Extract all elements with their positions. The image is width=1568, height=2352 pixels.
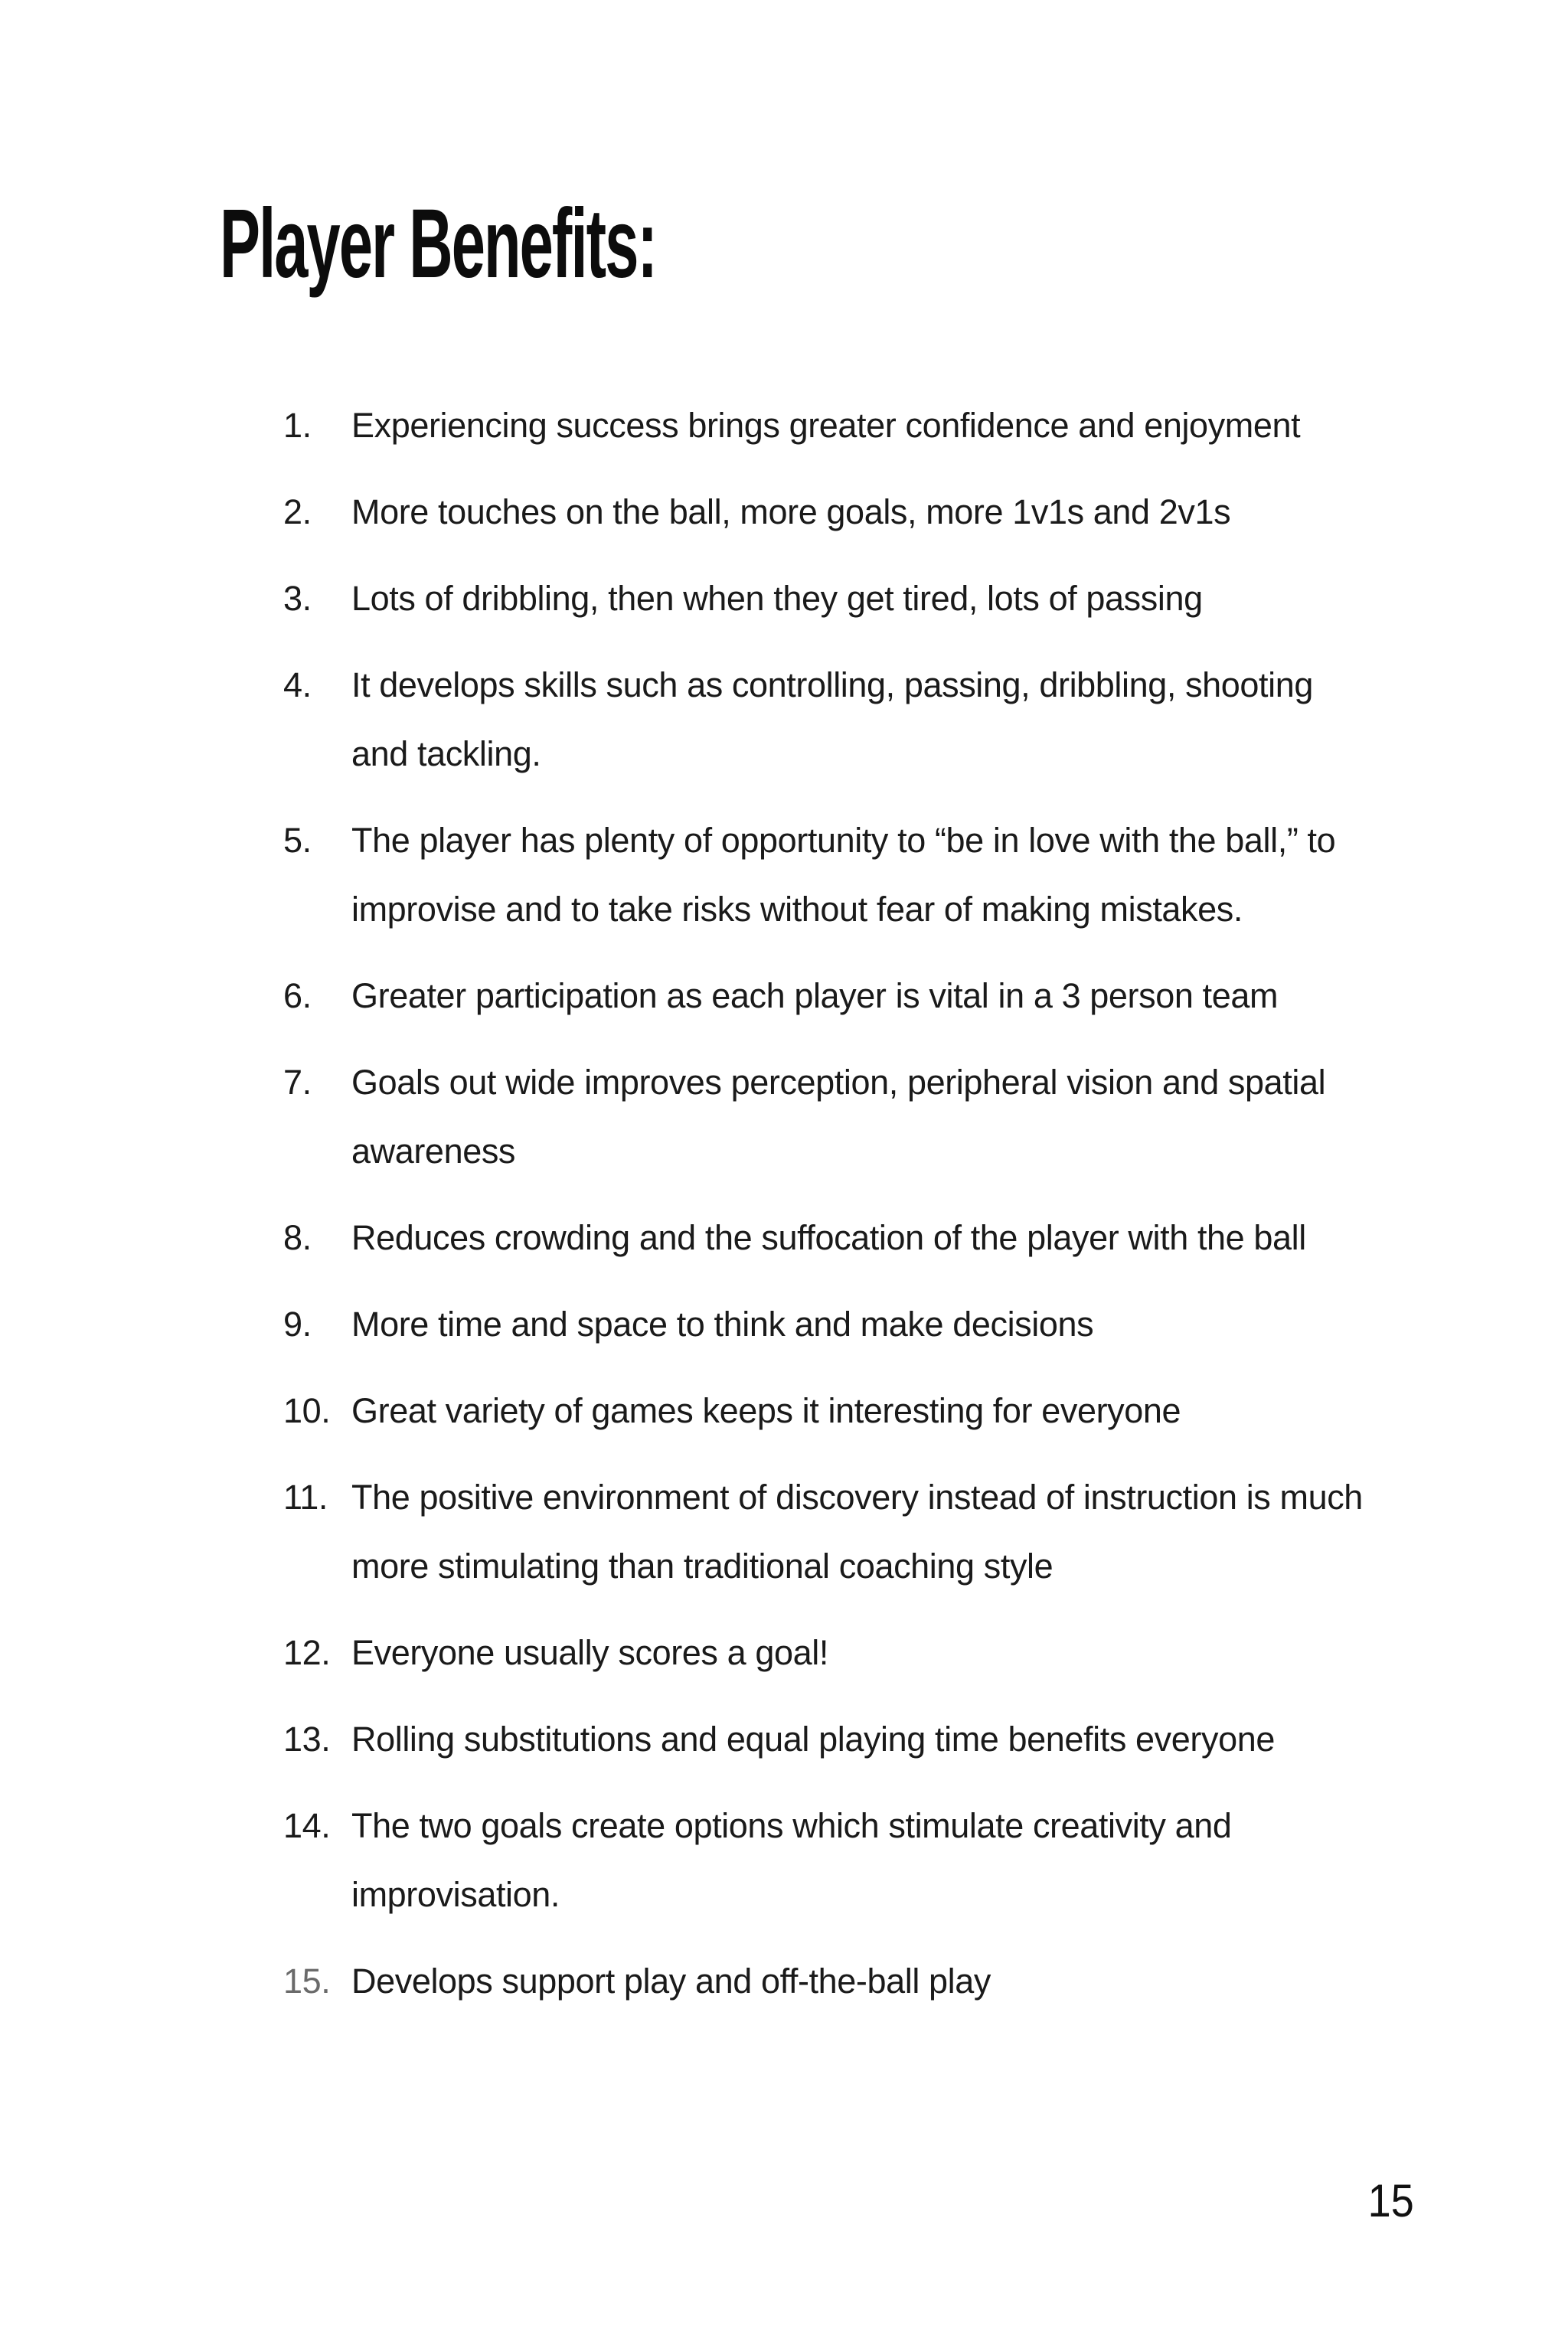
benefit-number: 3. — [283, 579, 312, 618]
benefit-text: The two goals create options which stimulate creativity and improvisation. — [351, 1806, 1232, 1914]
benefit-item — [283, 962, 1370, 1031]
benefit-item — [283, 478, 1370, 547]
benefit-item — [283, 1048, 1370, 1186]
benefit-text: Rolling substitutions and equal playing time benefits everyone — [351, 1720, 1275, 1759]
benefit-text: More touches on the ball, more goals, more 1v1s and 2v1s — [351, 492, 1231, 531]
benefit-number: 7. — [283, 1063, 312, 1102]
benefit-number: 14. — [283, 1806, 331, 1845]
benefit-number: 1. — [283, 406, 312, 445]
benefit-item — [283, 1947, 1370, 2016]
benefit-number: 5. — [283, 821, 312, 860]
benefit-text: Great variety of games keeps it interesting for everyone — [351, 1391, 1181, 1430]
benefit-text: Lots of dribbling, then when they get tired, lots of passing — [351, 579, 1203, 618]
benefit-item — [283, 651, 1370, 789]
benefit-item — [283, 806, 1370, 944]
benefit-text: More time and space to think and make decisions — [351, 1305, 1094, 1344]
benefit-text: Develops support play and off-the-ball play — [351, 1962, 991, 2001]
page-title: Player Benefits: — [220, 189, 657, 299]
benefit-text: Experiencing success brings greater confidence and enjoyment — [351, 406, 1301, 445]
benefit-number: 2. — [283, 492, 312, 531]
benefit-number: 10. — [283, 1391, 331, 1430]
benefit-text: Everyone usually scores a goal! — [351, 1633, 828, 1672]
benefit-text: Greater participation as each player is vital in a 3 person team — [351, 976, 1279, 1015]
benefit-number: 9. — [283, 1305, 312, 1344]
benefits-list — [283, 391, 1370, 2034]
benefit-number: 11. — [283, 1478, 328, 1517]
benefit-item — [283, 1619, 1370, 1687]
benefit-number: 13. — [283, 1720, 331, 1759]
benefit-text: It develops skills such as controlling, passing, dribbling, shooting and tackling. — [351, 665, 1314, 773]
page-number: 15 — [1367, 2175, 1414, 2226]
benefit-item — [283, 391, 1370, 460]
benefit-number: 15. — [283, 1962, 331, 2001]
benefit-text: The player has plenty of opportunity to “be in love with the ball,” to improvise and to take risks without fear of making mistakes. — [351, 821, 1336, 929]
benefit-item — [283, 1792, 1370, 1929]
benefit-item — [283, 1463, 1370, 1601]
benefit-item — [283, 1290, 1370, 1359]
benefit-item — [283, 1705, 1370, 1774]
benefit-number: 4. — [283, 665, 312, 704]
benefit-item — [283, 1204, 1370, 1272]
benefit-item — [283, 1377, 1370, 1446]
benefit-item — [283, 564, 1370, 633]
benefit-number: 12. — [283, 1633, 331, 1672]
benefit-text: The positive environment of discovery instead of instruction is much more stimulating than traditional coaching style — [351, 1478, 1363, 1586]
benefit-text: Goals out wide improves perception, peripheral vision and spatial awareness — [351, 1063, 1326, 1171]
benefit-number: 8. — [283, 1218, 312, 1257]
benefit-text: Reduces crowding and the suffocation of the player with the ball — [351, 1218, 1306, 1257]
benefit-number: 6. — [283, 976, 312, 1015]
